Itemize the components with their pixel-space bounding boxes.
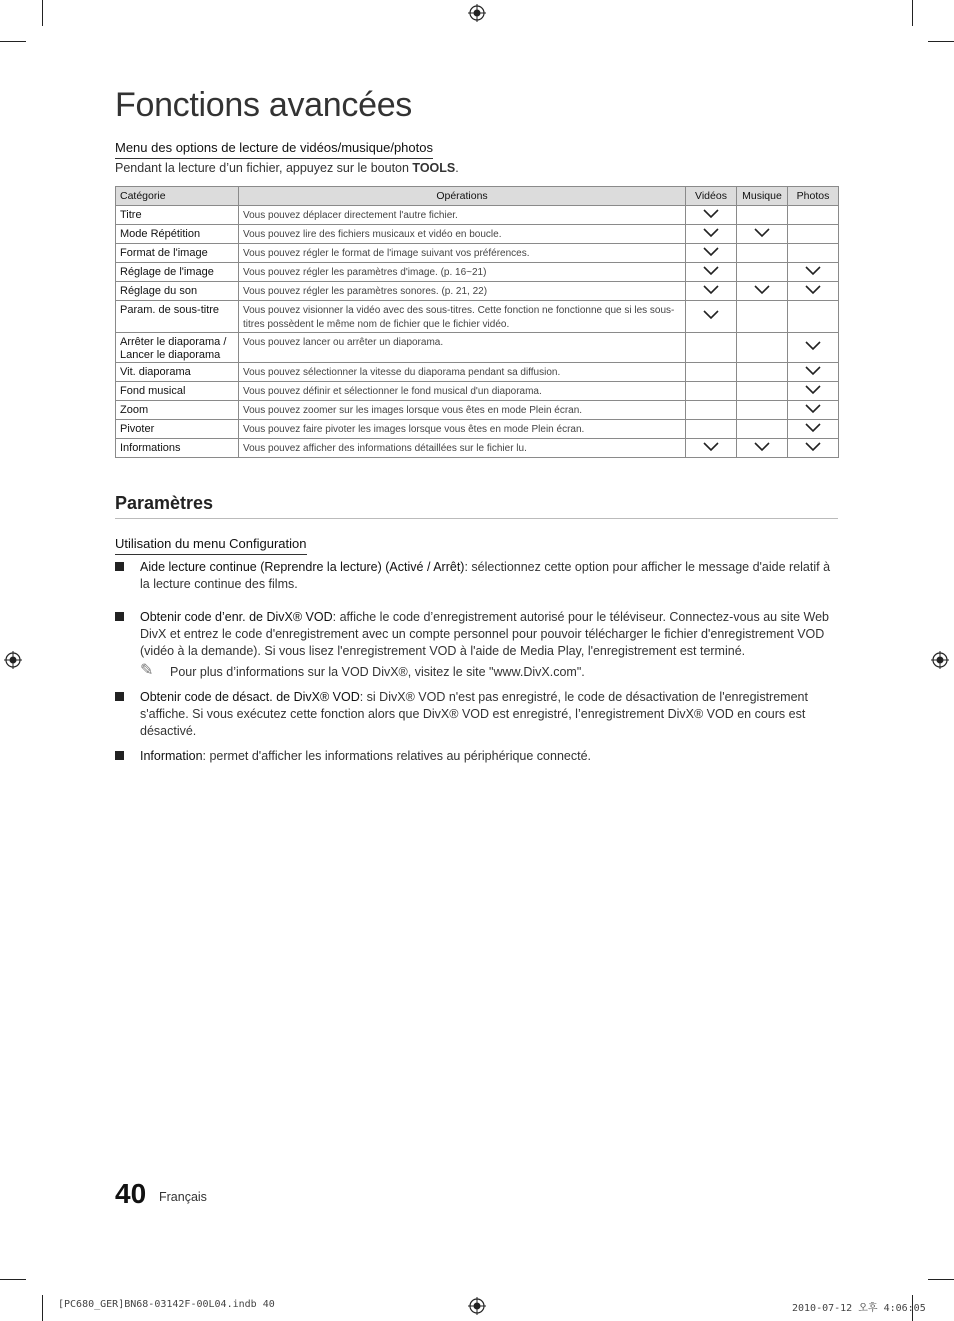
- cell-photos: [788, 363, 839, 382]
- item-term: Information: [140, 749, 203, 763]
- cell-photos: [788, 439, 839, 458]
- list-item: [115, 609, 838, 681]
- list-item: [115, 748, 838, 765]
- footer-file: [PC680_GER]BN68-03142F-00L04.indb 40: [58, 1299, 275, 1310]
- playback-menu-intro: [115, 161, 459, 175]
- item-term: Aide lecture continue (Reprendre la lecture) (Activé / Arrêt): [140, 560, 465, 574]
- check-mark-icon: [703, 286, 719, 298]
- pencil-note-icon: ✎: [140, 662, 154, 679]
- table-body: [116, 206, 839, 458]
- cell-videos: [686, 263, 737, 282]
- registration-mark-icon: [468, 4, 486, 22]
- cell-videos: [686, 282, 737, 301]
- note: [140, 664, 838, 681]
- cell-photos: [788, 333, 839, 363]
- column-header-music: Musique: [737, 187, 788, 206]
- cell-operation: Vous pouvez définir et sélectionner le fond musical d'un diaporama.: [239, 382, 686, 401]
- page-language: Français: [159, 1190, 207, 1204]
- item-term: Obtenir code de désact. de DivX® VOD: [140, 690, 360, 704]
- cell-category: Format de l'image: [116, 244, 239, 263]
- cell-photos: [788, 301, 839, 333]
- intro-end: .: [455, 161, 459, 175]
- intro-text: Pendant la lecture d’un fichier, appuyez sur le bouton: [115, 161, 413, 175]
- cell-category: Informations: [116, 439, 239, 458]
- cell-music: [737, 420, 788, 439]
- cell-category: Pivoter: [116, 420, 239, 439]
- check-mark-icon: [703, 443, 719, 455]
- cell-photos: [788, 263, 839, 282]
- cell-videos: [686, 333, 737, 363]
- section-divider: [115, 518, 838, 519]
- cell-photos: [788, 225, 839, 244]
- cell-videos: [686, 401, 737, 420]
- cell-category: Réglage de l'image: [116, 263, 239, 282]
- check-mark-icon: [805, 367, 821, 379]
- table-row: [116, 420, 839, 439]
- table-row: [116, 225, 839, 244]
- cell-operation: Vous pouvez lancer ou arrêter un diaporama.: [239, 333, 686, 363]
- table-row: [116, 382, 839, 401]
- cell-operation: Vous pouvez lire des fichiers musicaux et vidéo en boucle.: [239, 225, 686, 244]
- table-row: [116, 363, 839, 382]
- column-header-operations: Opérations: [239, 187, 686, 206]
- cell-music: [737, 244, 788, 263]
- cell-category: Réglage du son: [116, 282, 239, 301]
- cell-videos: [686, 420, 737, 439]
- crop-mark: [0, 1279, 26, 1280]
- table-row: [116, 282, 839, 301]
- check-mark-icon: [703, 229, 719, 241]
- cell-photos: [788, 206, 839, 225]
- playback-menu-heading: Menu des options de lecture de vidéos/musique/photos: [115, 140, 433, 159]
- check-mark-icon: [805, 386, 821, 398]
- cell-category: Zoom: [116, 401, 239, 420]
- column-header-category: Catégorie: [116, 187, 239, 206]
- table-row: [116, 401, 839, 420]
- cell-videos: [686, 382, 737, 401]
- cell-operation: Vous pouvez afficher des informations détaillées sur le fichier lu.: [239, 439, 686, 458]
- cell-music: [737, 301, 788, 333]
- cell-videos: [686, 206, 737, 225]
- cell-music: [737, 263, 788, 282]
- cell-category: Mode Répétition: [116, 225, 239, 244]
- item-text: : permet d'afficher les informations relatives au périphérique connecté.: [202, 749, 592, 763]
- cell-photos: [788, 401, 839, 420]
- table-row: [116, 206, 839, 225]
- crop-mark: [928, 41, 954, 42]
- item-text: : affiche le code d’enregistrement autorisé pour le téléviseur. Connectez-vous au site Web DivX et entrez le code d'enregistrement avec un compte personnel pour pouvoir télécharger le fichier d'enregistrement VOD (vidéo à la demande). Si vous lisez l'enregistrement VOD à l'aide de Media Play, l'enregistrement est terminé.: [140, 610, 829, 658]
- table-header-row: [116, 187, 839, 206]
- cell-photos: [788, 382, 839, 401]
- table-row: [116, 301, 839, 333]
- cell-videos: [686, 363, 737, 382]
- check-mark-icon: [754, 286, 770, 298]
- cell-category: Vit. diaporama: [116, 363, 239, 382]
- check-mark-icon: [805, 443, 821, 455]
- page-number: 40: [115, 1178, 147, 1209]
- column-header-photos: Photos: [788, 187, 839, 206]
- settings-title: Paramètres: [115, 493, 214, 513]
- check-mark-icon: [805, 424, 821, 436]
- bullet-square-icon: [115, 751, 124, 760]
- cell-photos: [788, 282, 839, 301]
- cell-music: [737, 333, 788, 363]
- check-mark-icon: [703, 248, 719, 260]
- cell-operation: Vous pouvez régler les paramètres d'image. (p. 16~21): [239, 263, 686, 282]
- cell-videos: [686, 301, 737, 333]
- cell-operation: Vous pouvez régler les paramètres sonores. (p. 21, 22): [239, 282, 686, 301]
- cell-operation: Vous pouvez déplacer directement l'autre fichier.: [239, 206, 686, 225]
- check-mark-icon: [754, 443, 770, 455]
- settings-list: [115, 559, 838, 772]
- tools-button-label: TOOLS: [412, 161, 456, 175]
- cell-operation: Vous pouvez visionner la vidéo avec des sous-titres. Cette fonction ne fonctionne que si les sous-titres possèdent le même nom de fichier que le fichier vidéo.: [239, 301, 686, 333]
- check-mark-icon: [754, 229, 770, 241]
- cell-operation: Vous pouvez sélectionner la vitesse du diaporama pendant sa diffusion.: [239, 363, 686, 382]
- footer-timestamp: 2010-07-12 오후 4:06:05: [792, 1303, 926, 1314]
- item-text: : sélectionnez cette option pour afficher le message d'aide relatif à la lecture continue des films.: [140, 560, 831, 591]
- list-item: [115, 689, 838, 740]
- bullet-square-icon: [115, 612, 124, 621]
- check-mark-icon: [703, 267, 719, 279]
- cell-photos: [788, 244, 839, 263]
- bullet-square-icon: [115, 562, 124, 571]
- check-mark-icon: [703, 311, 719, 323]
- cell-videos: [686, 439, 737, 458]
- crop-mark: [928, 1279, 954, 1280]
- cell-music: [737, 401, 788, 420]
- registration-mark-icon: [468, 1297, 486, 1315]
- table-row: [116, 244, 839, 263]
- item-text: : si DivX® VOD n'est pas enregistré, le code de désactivation de l'enregistrement s'affiche. Si vous exécutez cette fonction alors que DivX® VOD est enregistré, l’enregistrement DivX® VOD en cours est désactivé.: [140, 690, 808, 738]
- cell-operation: Vous pouvez zoomer sur les images lorsque vous êtes en mode Plein écran.: [239, 401, 686, 420]
- check-mark-icon: [805, 342, 821, 354]
- check-mark-icon: [805, 267, 821, 279]
- cell-category: Arrêter le diaporama / Lancer le diaporama: [116, 333, 239, 363]
- cell-music: [737, 206, 788, 225]
- column-header-videos: Vidéos: [686, 187, 737, 206]
- check-mark-icon: [805, 286, 821, 298]
- cell-music: [737, 363, 788, 382]
- registration-mark-icon: [4, 651, 22, 669]
- cell-videos: [686, 244, 737, 263]
- cell-photos: [788, 420, 839, 439]
- check-mark-icon: [805, 405, 821, 417]
- crop-mark: [912, 0, 913, 26]
- table-row: [116, 333, 839, 363]
- table-row: [116, 263, 839, 282]
- list-item: [115, 559, 838, 593]
- registration-mark-icon: [931, 651, 949, 669]
- table-row: [116, 439, 839, 458]
- note-text: Pour plus d’informations sur la VOD DivX®, visitez le site "www.DivX.com".: [170, 665, 585, 679]
- cell-music: [737, 282, 788, 301]
- cell-category: Titre: [116, 206, 239, 225]
- playback-options-table: [115, 186, 839, 458]
- cell-music: [737, 439, 788, 458]
- crop-mark: [42, 0, 43, 26]
- check-mark-icon: [703, 210, 719, 222]
- cell-category: Param. de sous-titre: [116, 301, 239, 333]
- bullet-square-icon: [115, 692, 124, 701]
- crop-mark: [0, 41, 26, 42]
- cell-music: [737, 382, 788, 401]
- page-title: Fonctions avancées: [115, 86, 412, 124]
- cell-videos: [686, 225, 737, 244]
- settings-subheading: Utilisation du menu Configuration: [115, 536, 307, 555]
- cell-operation: Vous pouvez faire pivoter les images lorsque vous êtes en mode Plein écran.: [239, 420, 686, 439]
- cell-music: [737, 225, 788, 244]
- crop-mark: [42, 1295, 43, 1321]
- cell-operation: Vous pouvez régler le format de l'image suivant vos préférences.: [239, 244, 686, 263]
- cell-category: Fond musical: [116, 382, 239, 401]
- item-term: Obtenir code d’enr. de DivX® VOD: [140, 610, 333, 624]
